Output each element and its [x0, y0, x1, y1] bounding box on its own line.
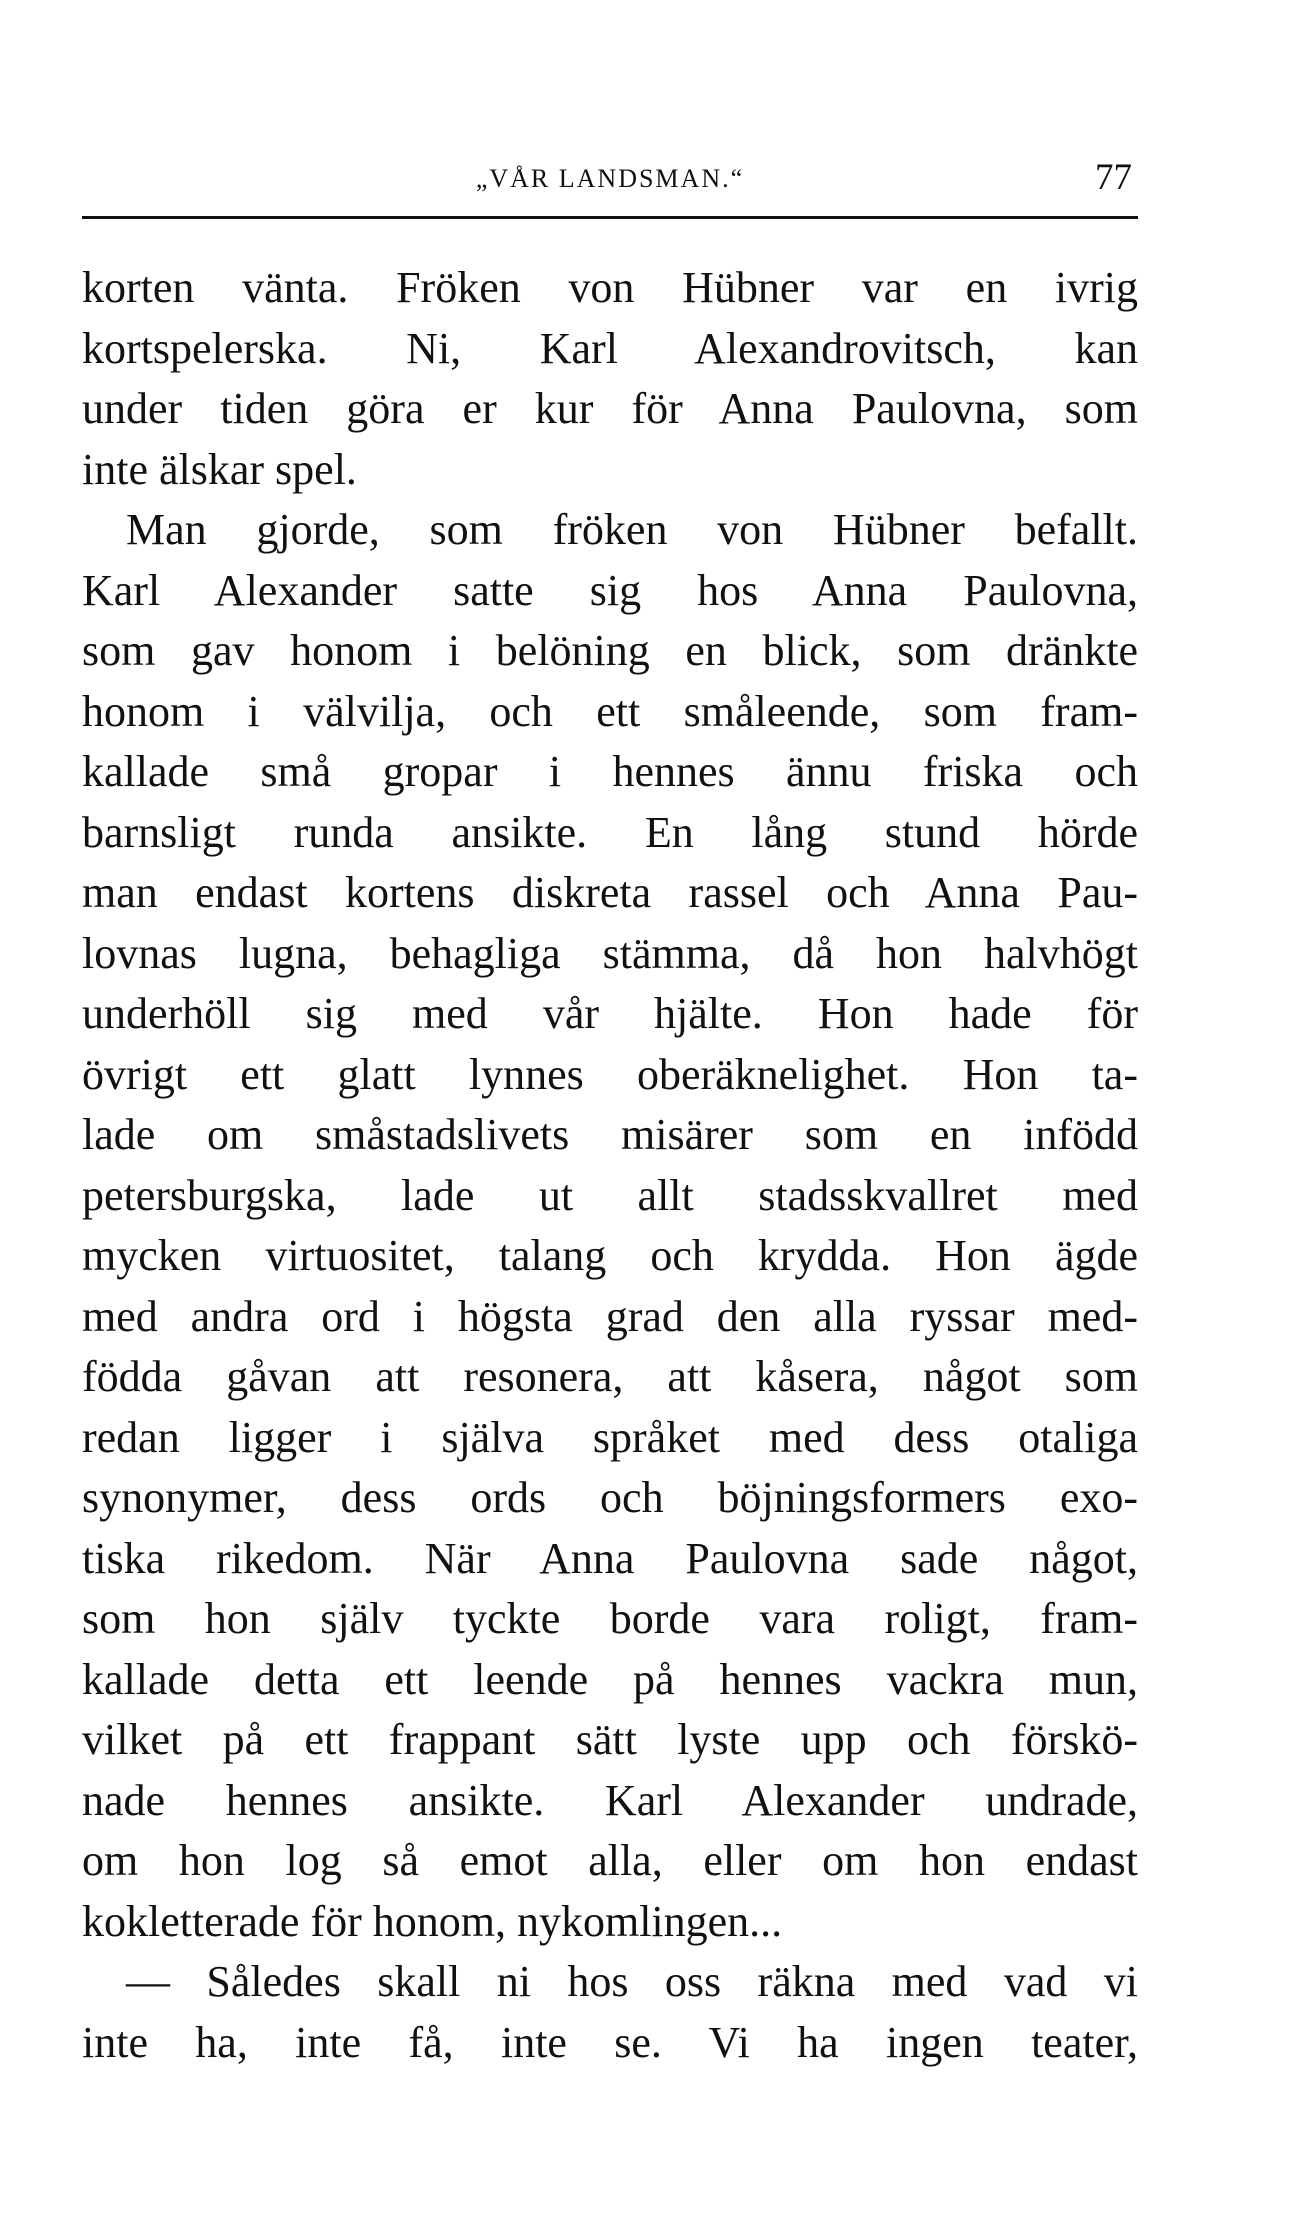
- text-line: inte ha, inte få, inte se. Vi ha ingen teater,: [82, 2017, 1138, 2067]
- text-line: kallade detta ett leende på hennes vackra mun,: [82, 1654, 1138, 1704]
- text-line: man endast kortens diskreta rassel och Anna Pau-: [82, 868, 1138, 917]
- text-line: nade hennes ansikte. Karl Alexander undrade,: [82, 1775, 1138, 1825]
- text-line: synonymer, dess ords och böjningsformers exo-: [82, 1473, 1138, 1522]
- text-line: kokletterade för honom, nykomlingen...: [82, 1896, 783, 1946]
- text-line: som gav honom i belöning en blick, som dränkte: [82, 626, 1138, 675]
- text-line: Karl Alexander satte sig hos Anna Paulovna,: [82, 565, 1138, 615]
- text-line: tiska rikedom. När Anna Paulovna sade något,: [82, 1533, 1138, 1583]
- text-line: Man gjorde, som fröken von Hübner befallt.: [126, 505, 1138, 554]
- text-line: lade om småstadslivets misärer som en infödd: [82, 1110, 1138, 1159]
- text-line: honom i välvilja, och ett småleende, som fram-: [82, 686, 1138, 736]
- page-number: 77: [1095, 157, 1132, 198]
- text-line: korten vänta. Fröken von Hübner var en ivrig: [82, 263, 1138, 312]
- text-line: petersburgska, lade ut allt stadsskvallret med: [82, 1170, 1138, 1220]
- text-line: kortspelerska. Ni, Karl Alexandrovitsch, kan: [82, 323, 1138, 373]
- text-line: under tiden göra er kur för Anna Paulovna, som: [82, 384, 1138, 433]
- text-line: barnsligt runda ansikte. En lång stund hörde: [82, 807, 1138, 857]
- text-line: med andra ord i högsta grad den alla ryssar med-: [82, 1291, 1138, 1341]
- text-line: redan ligger i själva språket med dess otaliga: [82, 1412, 1138, 1462]
- body-text: [82, 258, 1138, 2073]
- text-line: — Således skall ni hos oss räkna med vad vi: [126, 1957, 1138, 2006]
- text-line: inte älskar spel.: [82, 444, 357, 494]
- running-head: [82, 157, 1138, 212]
- header-rule: [82, 216, 1138, 219]
- text-line: lovnas lugna, behagliga stämma, då hon halvhögt: [82, 928, 1138, 978]
- text-line: om hon log så emot alla, eller om hon endast: [82, 1836, 1138, 1885]
- running-title: „VÅR LANDSMAN.“: [475, 164, 745, 193]
- text-line: övrigt ett glatt lynnes oberäknelighet. Hon ta-: [82, 1049, 1138, 1099]
- text-line: underhöll sig med vår hjälte. Hon hade för: [82, 989, 1138, 1038]
- text-line: som hon själv tyckte borde vara roligt, fram-: [82, 1594, 1138, 1643]
- text-line: kallade små gropar i hennes ännu friska och: [82, 747, 1138, 796]
- text-line: födda gåvan att resonera, att kåsera, något som: [82, 1352, 1138, 1401]
- text-line: mycken virtuositet, talang och krydda. Hon ägde: [82, 1231, 1138, 1280]
- text-line: vilket på ett frappant sätt lyste upp och förskö-: [82, 1715, 1138, 1764]
